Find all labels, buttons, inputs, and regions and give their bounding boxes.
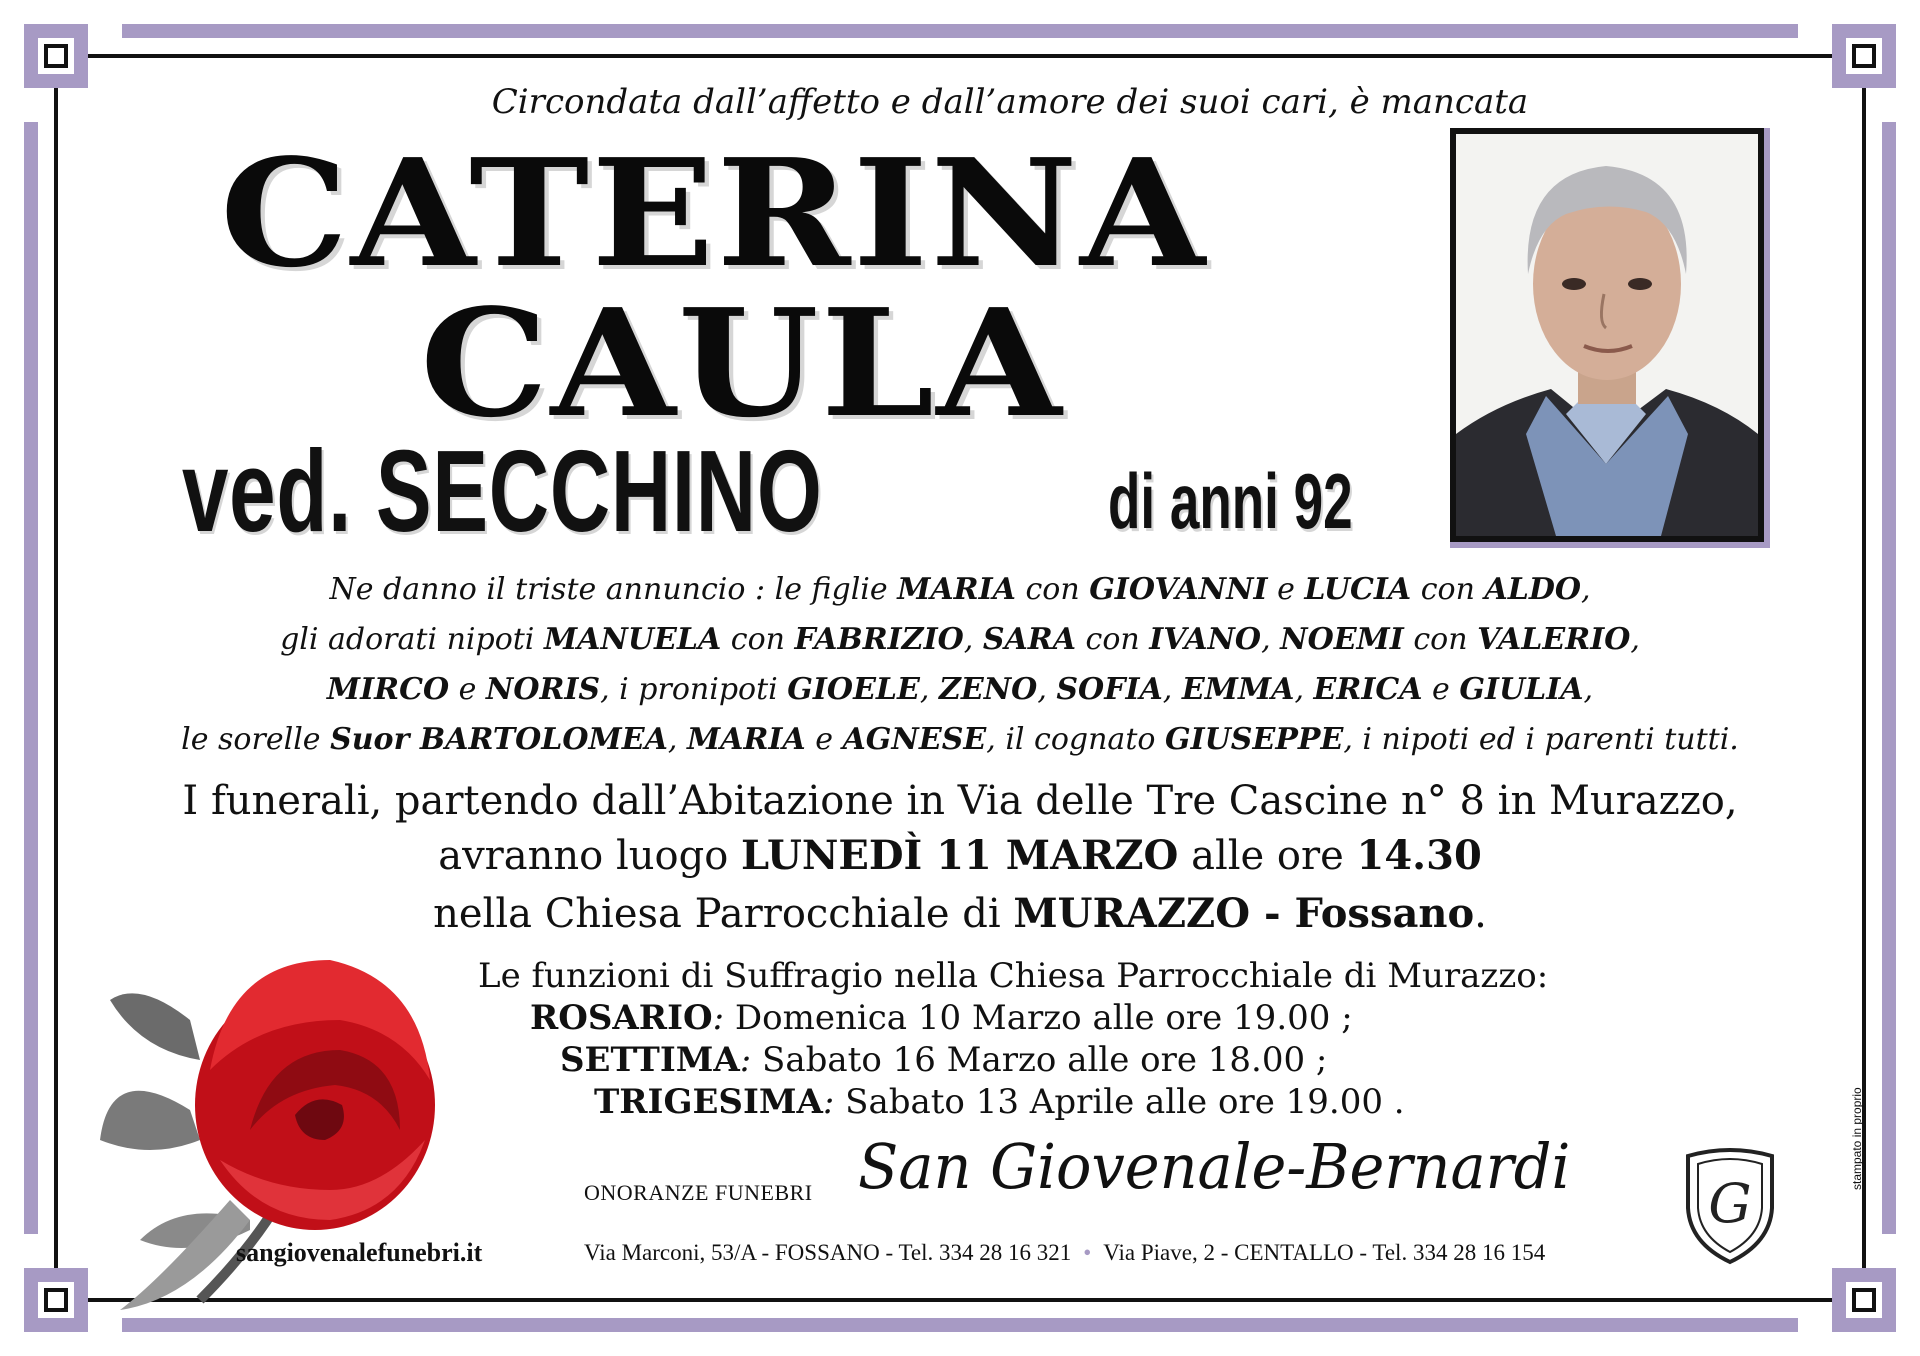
family-line-2 xyxy=(100,622,1820,657)
suffragio-item-trigesima xyxy=(594,1082,1405,1122)
crest-letter: G xyxy=(1708,1172,1752,1235)
relative-name: GIOELE xyxy=(787,672,920,707)
family-text: le sorelle xyxy=(181,722,331,757)
family-text: e xyxy=(1267,572,1305,607)
widow-line xyxy=(182,424,1072,558)
relative-name: ALDO xyxy=(1484,572,1581,607)
suffragio-text: Sabato 16 Marzo alle ore 18.00 ; xyxy=(751,1040,1328,1080)
family-text: con xyxy=(721,622,795,657)
funeral-home-addresses xyxy=(584,1240,1545,1266)
deceased-last-name: CAULA xyxy=(420,276,1064,450)
address-fossano: Via Marconi, 53/A - FOSSANO - Tel. 334 28 16 321 xyxy=(584,1240,1072,1265)
funeral-line-1: I funerali, partendo dall’Abitazione in Via delle Tre Cascine n° 8 in Murazzo, xyxy=(182,778,1738,824)
funeral-time: 14.30 xyxy=(1356,832,1482,879)
relative-name: LUCIA xyxy=(1304,572,1412,607)
family-text: , xyxy=(1580,572,1591,607)
family-text: , xyxy=(1261,622,1281,657)
family-text: e xyxy=(805,722,843,757)
portrait-frame xyxy=(1450,128,1770,548)
relative-name: MIRCO xyxy=(326,672,450,707)
portrait-photo xyxy=(1450,128,1764,542)
intro-text: Circondata dall’affetto e dall’amore dei suoi cari, è mancata xyxy=(491,82,1529,122)
funeral-home-logo-text: San Giovenale-Bernardi xyxy=(858,1130,1571,1203)
relative-name: MARIA xyxy=(686,722,806,757)
suffragio-item-rosario xyxy=(530,998,1353,1038)
family-text: e xyxy=(1422,672,1460,707)
relative-name: VALERIO xyxy=(1477,622,1631,657)
relative-name: MANUELA xyxy=(543,622,722,657)
suffragio-text: Sabato 13 Aprile alle ore 19.00 . xyxy=(834,1082,1405,1122)
age-text: di anni 92 xyxy=(1108,457,1353,545)
relative-name: IVANO xyxy=(1149,622,1262,657)
family-text: , xyxy=(1162,672,1182,707)
family-text: , xyxy=(1630,622,1640,657)
family-text: con xyxy=(1403,622,1478,657)
funeral-place: MURAZZO - Fossano xyxy=(1013,890,1475,937)
family-text: con xyxy=(1015,572,1090,607)
relative-name: NORIS xyxy=(485,672,601,707)
funeral-text: avranno luogo xyxy=(438,833,741,879)
suffragio-label: SETTIMA xyxy=(560,1040,740,1080)
relative-name: AGNESE xyxy=(842,722,987,757)
suffragio-item-settima xyxy=(560,1040,1327,1080)
relative-name: ERICA xyxy=(1313,672,1423,707)
relative-name: MARIA xyxy=(897,572,1016,607)
family-line-4 xyxy=(100,722,1820,757)
family-text: , i pronipoti xyxy=(600,672,788,707)
relative-name: FABRIZIO xyxy=(794,622,964,657)
deceased-first-name: CATERINA xyxy=(220,126,1208,300)
suffragio-intro: Le funzioni di Suffragio nella Chiesa Parrocchiale di Murazzo: xyxy=(478,956,1549,996)
relative-name: EMMA xyxy=(1181,672,1295,707)
family-text: con xyxy=(1411,572,1485,607)
relative-name: SOFIA xyxy=(1056,672,1163,707)
funeral-date: LUNEDÌ 11 MARZO xyxy=(741,832,1179,879)
family-line-1 xyxy=(100,572,1820,607)
crest-logo-icon xyxy=(1680,1138,1780,1268)
suffragio-label: ROSARIO xyxy=(530,998,713,1038)
suffragio-text: Domenica 10 Marzo alle ore 19.00 ; xyxy=(724,998,1353,1038)
suffragio-label: TRIGESIMA xyxy=(594,1082,823,1122)
widow-surname: ved. SECCHINO xyxy=(182,426,823,556)
family-text: Ne danno il triste annuncio : le figlie xyxy=(329,572,898,607)
separator-dot: • xyxy=(1083,1240,1092,1265)
family-text: con xyxy=(1075,622,1150,657)
family-text: e xyxy=(449,672,486,707)
relative-name: NOEMI xyxy=(1280,622,1404,657)
family-text: gli adorati nipoti xyxy=(280,622,544,657)
family-text: , xyxy=(919,672,939,707)
relative-name: GIULIA xyxy=(1459,672,1584,707)
family-text: , xyxy=(667,722,687,757)
family-text: , xyxy=(1037,672,1057,707)
family-text: , i nipoti ed i parenti tutti. xyxy=(1343,722,1739,757)
website-link[interactable]: sangiovenalefunebri.it xyxy=(236,1238,483,1267)
funeral-text: alle ore xyxy=(1178,833,1357,879)
print-stamp-note: stampato in proprio xyxy=(1850,1087,1864,1190)
family-text: , xyxy=(1583,672,1594,707)
relative-name: GIOVANNI xyxy=(1089,572,1268,607)
funeral-text: nella Chiesa Parrocchiale di xyxy=(433,891,1014,937)
relative-name: GIUSEPPE xyxy=(1164,722,1344,757)
family-text: , il cognato xyxy=(986,722,1165,757)
family-text: , xyxy=(1294,672,1314,707)
address-centallo: Via Piave, 2 - CENTALLO - Tel. 334 28 16 154 xyxy=(1103,1240,1546,1265)
funeral-line-2 xyxy=(80,832,1840,879)
suffragio-sep: : xyxy=(822,1082,835,1122)
relative-name: ZENO xyxy=(938,672,1038,707)
family-text: , xyxy=(963,622,983,657)
family-line-3 xyxy=(100,672,1820,707)
suffragio-sep: : xyxy=(712,998,725,1038)
relative-name: Suor BARTOLOMEA xyxy=(330,722,668,757)
funeral-text: . xyxy=(1474,891,1487,937)
funeral-home-label: ONORANZE FUNEBRI xyxy=(584,1180,813,1205)
suffragio-sep: : xyxy=(739,1040,752,1080)
relative-name: SARA xyxy=(982,622,1076,657)
